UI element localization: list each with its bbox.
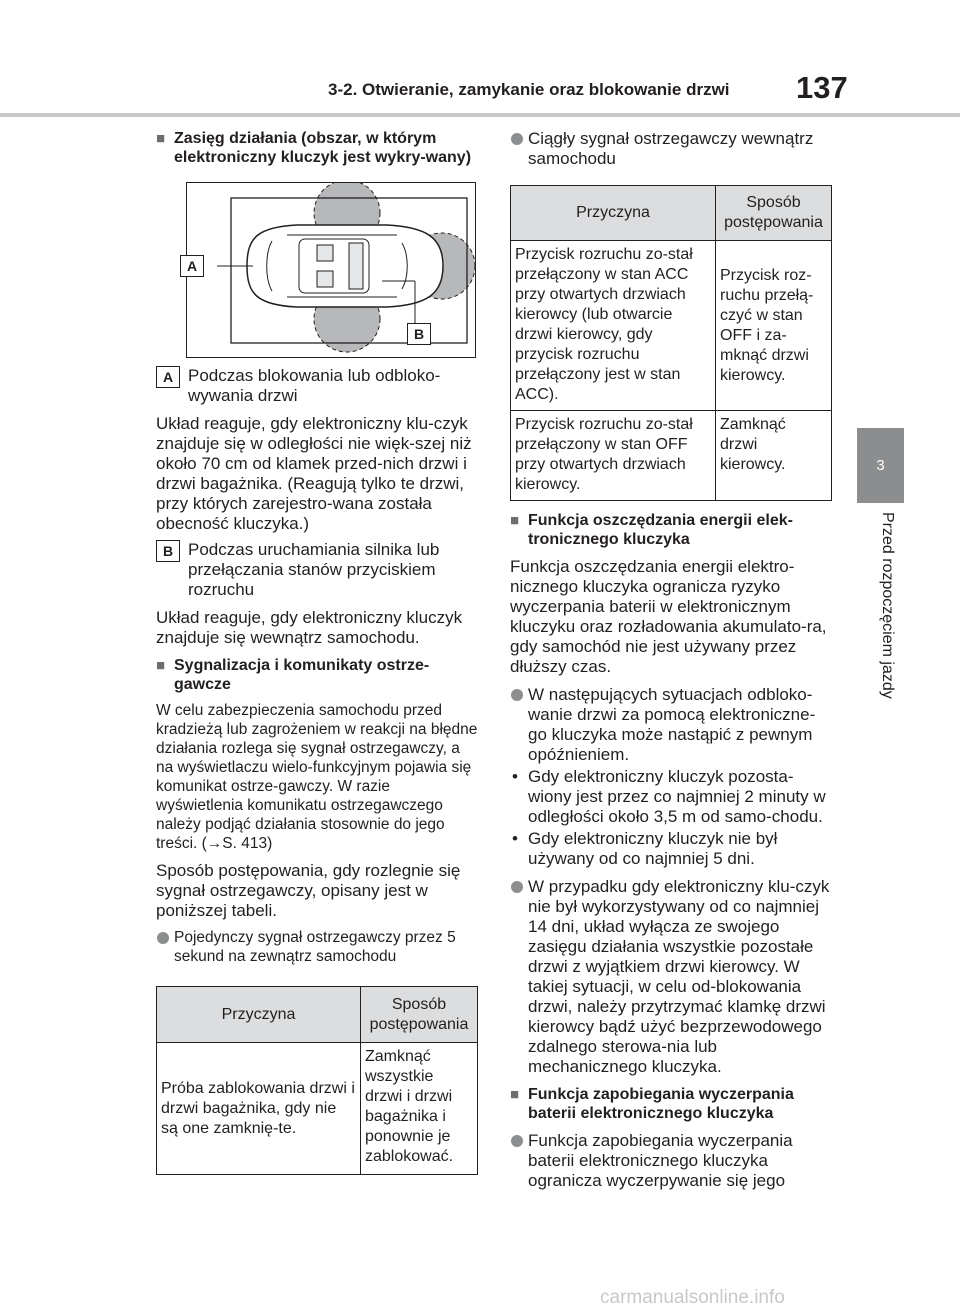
page-number: 137 [796,70,848,105]
table-cell-cause: Przycisk rozruchu zo-stał przełączony w stan ACC przy otwartych drzwiach kierowcy (lub otwarcie drzwi kierowcy, gdy przycisk rozruchu przełączony jest w stan ACC). [511,241,716,411]
table-header-cause: Przyczyna [157,987,361,1043]
table-header-action: Sposób postępowania [361,987,478,1043]
item-a [156,366,478,406]
heading-battery-saver: ■ Funkcja oszczędzania energii elek-tronicznego kluczyka [510,511,832,549]
heading-range: ■ Zasięg działania (obszar, w którym elektroniczny kluczyk jest wykry-wany) [156,129,478,167]
badge-b: B [156,540,180,562]
table-intro: Sposób postępowania, gdy rozlegnie się sygnał ostrzegawczy, opisany jest w poniższej tabeli. [156,861,461,920]
bullet-key-left: • Gdy elektroniczny kluczyk pozosta-wiony jest przez co najmniej 2 minuty w odległości około 3,5 m od samo-chodu. [510,767,832,827]
figure-label-a: A [180,255,204,277]
battery-saver-description: Funkcja oszczędzania energii elektro-nicznego kluczyka ogranicza ryzyko wyczerpania baterii w elektronicznym kluczyku oraz rozładowania akumulato-ra, gdy samochód nie jest używany przez dłuższy czas. [510,557,827,676]
bullet-key-unused: • Gdy elektroniczny kluczyk nie był używany od co najmniej 5 dni. [510,829,832,869]
figure-label-b: B [407,323,431,345]
watermark: carmanualsonline.info [600,1287,785,1308]
table-cell-action: Zamknąć wszystkie drzwi i drzwi bagażnika i ponownie je zablokować. [361,1043,478,1175]
table-cell-action: Zamknąć drzwi kierowcy. [716,411,832,501]
chapter-side-label: Przed rozpoczęciem jazdy [879,512,896,699]
item-b [156,540,478,600]
table-cell-cause: Próba zablokowania drzwi i drzwi bagażnika, gdy nie są one zamknię-te. [157,1043,361,1175]
dot-battery-protection: Funkcja zapobiegania wyczerpania baterii elektronicznego kluczyka ogranicza wyczerpywanie się jego [510,1131,832,1191]
left-column [156,129,478,1175]
table-internal-beep [510,185,832,501]
car-diagram [186,182,476,358]
table-external-beep [156,986,478,1175]
dot-14-days: W przypadku gdy elektroniczny klu-czyk nie był wykorzystywany od co najmniej 14 dni, układ wyłącza ze swojego zasięgu działania wszystkie pozostałe drzwi z wyjątkiem drzwi kierowcy. W takiej sytuacji, w celu od-blokowania drzwi, należy przytrzymać klamkę drzwi kierowcy bądź użyć bezprzewodowego zdalnego sterowa-nia lub mechanicznego kluczyka. [510,877,832,1077]
header-rule [0,113,960,117]
table-cell-action: Przycisk roz-ruchu przełą-czyć w stan OFF i za-mknąć drzwi kierowcy. [716,241,832,411]
heading-battery-protection: ■ Funkcja zapobiegania wyczerpania baterii elektronicznego kluczyka [510,1085,832,1123]
table-header-action: Sposób postępowania [716,186,832,241]
dot-external-beep: Pojedynczy sygnał ostrzegawczy przez 5 sekund na zewnątrz samochodu [156,928,478,966]
item-a-text: Podczas blokowania lub odbloko-wywania drzwi [188,366,441,405]
heading-warnings: ■ Sygnalizacja i komunikaty ostrze-gawcze [156,656,478,694]
warnings-description: W celu zabezpieczenia samochodu przed kradzieżą lub zagrożeniem w reakcji na błędne działania rozlega się sygnał ostrzegawczy, a na wyświetlaczu wielo-funkcyjnym pojawia się komunikat ostrze-gawczy. W razie wyświetlenia komunikatu ostrzegawczego należy podjąć działania stosownie do jego treści. (→S. 413) [156,702,478,852]
table-header-cause: Przyczyna [511,186,716,241]
item-b-text: Podczas uruchamiania silnika lub przełączania stanów przyciskiem rozruchu [188,540,440,599]
car-range-figure [187,183,475,357]
item-a-description: Układ reaguje, gdy elektroniczny klu-czyk znajduje się w odległości nie więk-szej niż około 70 cm od klamek przed-nich drzwi i drzwi bagażnika. (Reagują tylko te drzwi, przy których zarejestro-wana została obecność kluczyka.) [156,414,472,533]
item-b-description: Układ reaguje, gdy elektroniczny kluczyk znajduje się wewnątrz samochodu. [156,608,463,647]
right-column [510,129,832,1191]
dot-internal-beep: Ciągły sygnał ostrzegawczy wewnątrz samochodu [510,129,832,169]
chapter-tab: 3 [857,428,904,503]
table-cell-cause: Przycisk rozruchu zo-stał przełączony w stan OFF przy otwartych drzwiach kierowcy. [511,411,716,501]
badge-a: A [156,366,180,388]
header-title: 3-2. Otwieranie, zamykanie oraz blokowanie drzwi [328,80,730,99]
dot-unlock-delay: W następujących sytuacjach odbloko-wanie drzwi za pomocą elektroniczne-go kluczyka może nastąpić z pewnym opóźnieniem. [510,685,832,765]
